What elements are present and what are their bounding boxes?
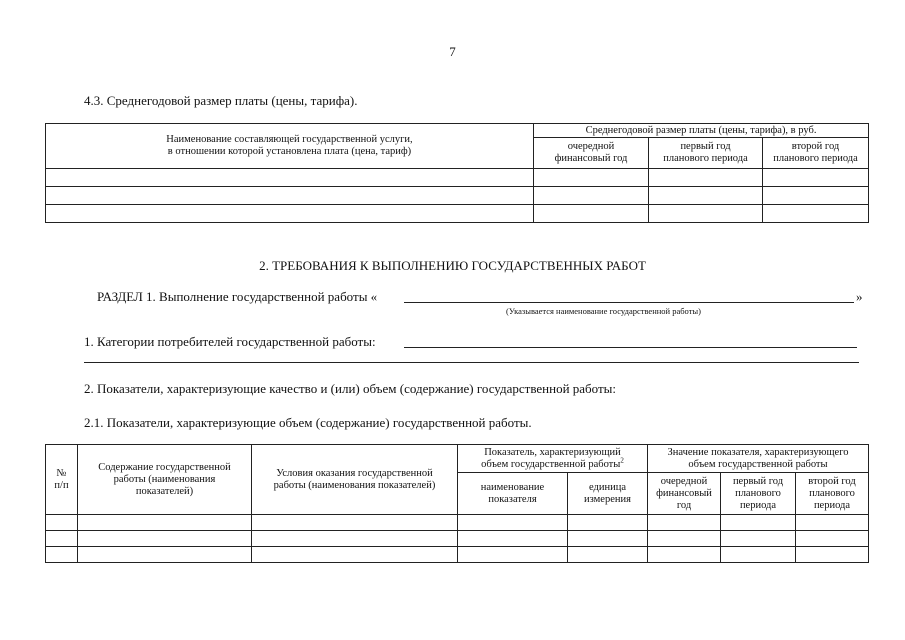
col-number-header: № п/п (46, 445, 78, 515)
razdel-label: РАЗДЕЛ 1. Выполнение государственной работы « (97, 289, 378, 304)
section-4-3-title: 4.3. Среднегодовой размер платы (цены, тарифа). (84, 93, 358, 108)
subsection-2-1-label: 2.1. Показатели, характеризующие объем (содержание) государственной работы. (84, 415, 532, 430)
col-value-current-year-header: очередной финансовый год (648, 473, 721, 515)
fee-table (45, 123, 869, 223)
table-row (46, 531, 869, 547)
table-row (46, 547, 869, 563)
col-indicator-name-header: наименование показателя (458, 473, 568, 515)
col-conditions-header: Условия оказания государственной работы (наименования показателей) (252, 445, 458, 515)
col-indicator-unit-header: единица измерения (568, 473, 648, 515)
col-value-first-plan-year-header: первый год планового периода (721, 473, 796, 515)
work-name-hint: (Указывается наименование государственной работы) (506, 306, 701, 316)
razdel-closing-quote: » (856, 289, 863, 304)
group-indicator-text: Показатель, характеризующий объем государственной работы (481, 446, 621, 470)
table-row (46, 169, 869, 187)
footnote-mark: 2 (620, 456, 624, 464)
group-indicator-header (458, 445, 648, 473)
col-value-second-plan-year-header: второй год планового периода (796, 473, 869, 515)
fee-table-col-second-plan-year: второй год планового периода (763, 138, 869, 169)
consumer-categories-field-line2[interactable] (84, 362, 859, 363)
indicators-label: 2. Показатели, характеризующие качество и (или) объем (содержание) государственной работы: (84, 381, 617, 396)
group-value-header: Значение показателя, характеризующего объем государственной работы (648, 445, 869, 473)
table-row (46, 515, 869, 531)
table-row (46, 187, 869, 205)
section-2-heading: 2. ТРЕБОВАНИЯ К ВЫПОЛНЕНИЮ ГОСУДАРСТВЕННЫХ РАБОТ (259, 258, 646, 273)
page-number: 7 (449, 44, 456, 59)
fee-table-name-header: Наименование составляющей государственной услуги, в отношении которой установлена плата (цена, тариф) (46, 124, 534, 169)
col-work-content-header: Содержание государственной работы (наименования показателей) (78, 445, 252, 515)
fee-table-col-first-plan-year: первый год планового периода (649, 138, 763, 169)
work-name-field[interactable] (404, 302, 854, 303)
consumer-categories-field[interactable] (404, 347, 857, 348)
work-volume-table (45, 444, 869, 563)
table-row (46, 205, 869, 223)
fee-table-col-current-year: очередной финансовый год (534, 138, 649, 169)
fee-table-group-header: Среднегодовой размер платы (цены, тарифа), в руб. (534, 124, 869, 138)
consumer-categories-label: 1. Категории потребителей государственной работы: (84, 334, 376, 349)
